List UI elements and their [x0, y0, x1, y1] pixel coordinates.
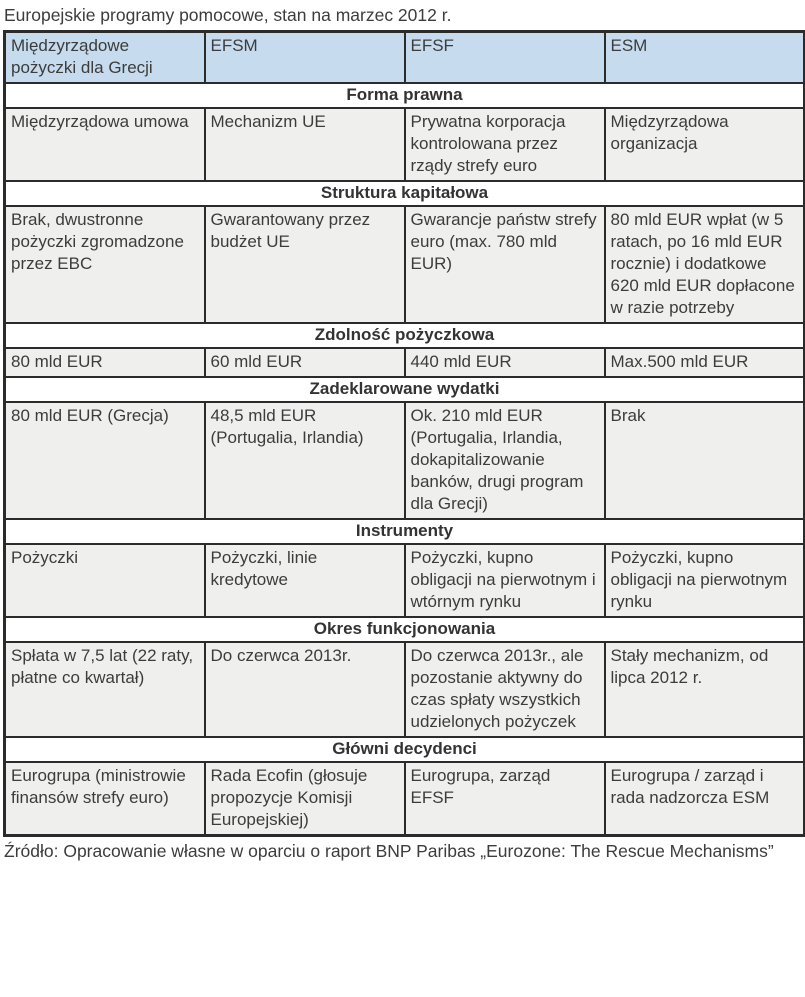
table-header-cell: EFSF [405, 32, 605, 84]
table-cell: Brak, dwustronne pożyczki zgromadzone przez EBC [5, 206, 205, 323]
section-row [5, 181, 805, 206]
table-cell: 80 mld EUR (Grecja) [5, 402, 205, 519]
table-row [5, 348, 805, 377]
table-cell: 48,5 mld EUR (Portugalia, Irlandia) [205, 402, 405, 519]
table-row [5, 206, 805, 323]
section-header: Struktura kapitałowa [5, 181, 805, 206]
table-cell: Eurogrupa, zarząd EFSF [405, 762, 605, 836]
section-row [5, 323, 805, 348]
table-header-cell: EFSM [205, 32, 405, 84]
section-header: Instrumenty [5, 519, 805, 544]
section-row [5, 617, 805, 642]
page-title: Europejskie programy pomocowe, stan na marzec 2012 r. [4, 5, 452, 25]
table-header-cell: ESM [605, 32, 805, 84]
section-header: Okres funkcjonowania [5, 617, 805, 642]
table-cell: Gwarancje państw strefy euro (max. 780 mld EUR) [405, 206, 605, 323]
table-cell: Mechanizm UE [205, 108, 405, 181]
table-cell: Brak [605, 402, 805, 519]
table-cell: Do czerwca 2013r., ale pozostanie aktywny do czas spłaty wszystkich udzielonych pożyczek [405, 642, 605, 737]
table-cell: Eurogrupa / zarząd i rada nadzorcza ESM [605, 762, 805, 836]
table-row [5, 402, 805, 519]
table-cell: Pożyczki, kupno obligacji na pierwotnym i wtórnym rynku [405, 544, 605, 617]
table-cell: Pożyczki [5, 544, 205, 617]
section-header: Główni decydenci [5, 737, 805, 762]
table-cell: Pożyczki, linie kredytowe [205, 544, 405, 617]
table-cell: Max.500 mld EUR [605, 348, 805, 377]
table-row [5, 544, 805, 617]
table-cell: 60 mld EUR [205, 348, 405, 377]
table-cell: 80 mld EUR wpłat (w 5 ratach, po 16 mld EUR rocznie) i dodatkowe 620 mld EUR dopłacone w razie potrzeby [605, 206, 805, 323]
section-row [5, 737, 805, 762]
table-cell: Pożyczki, kupno obligacji na pierwotnym rynku [605, 544, 805, 617]
section-header: Zdolność pożyczkowa [5, 323, 805, 348]
table-row [5, 762, 805, 836]
source-note: Źródło: Opracowanie własne w oparciu o raport BNP Paribas „Eurozone: The Rescue Mechanisms” [4, 841, 774, 861]
table-cell: Rada Ecofin (głosuje propozycje Komisji Europejskiej) [205, 762, 405, 836]
section-header: Zadeklarowane wydatki [5, 377, 805, 402]
table-row [5, 108, 805, 181]
table-cell: Prywatna korporacja kontrolowana przez rządy strefy euro [405, 108, 605, 181]
table-cell: Gwarantowany przez budżet UE [205, 206, 405, 323]
table-cell: Do czerwca 2013r. [205, 642, 405, 737]
section-row [5, 519, 805, 544]
table-cell: 440 mld EUR [405, 348, 605, 377]
table-cell: Międzyrządowa organizacja [605, 108, 805, 181]
table-cell: Międzyrządowa umowa [5, 108, 205, 181]
table-cell: Ok. 210 mld EUR (Portugalia, Irlandia, dokapitalizowanie banków, drugi program dla Grecji) [405, 402, 605, 519]
section-row [5, 83, 805, 108]
table-header-cell: Międzyrządowe pożyczki dla Grecji [5, 32, 205, 84]
table-cell: Spłata w 7,5 lat (22 raty, płatne co kwartał) [5, 642, 205, 737]
section-row [5, 377, 805, 402]
table-cell: Stały mechanizm, od lipca 2012 r. [605, 642, 805, 737]
programs-table [3, 30, 805, 837]
table-row [5, 642, 805, 737]
table-header-row [5, 32, 805, 84]
section-header: Forma prawna [5, 83, 805, 108]
table-cell: Eurogrupa (ministrowie finansów strefy euro) [5, 762, 205, 836]
table-cell: 80 mld EUR [5, 348, 205, 377]
